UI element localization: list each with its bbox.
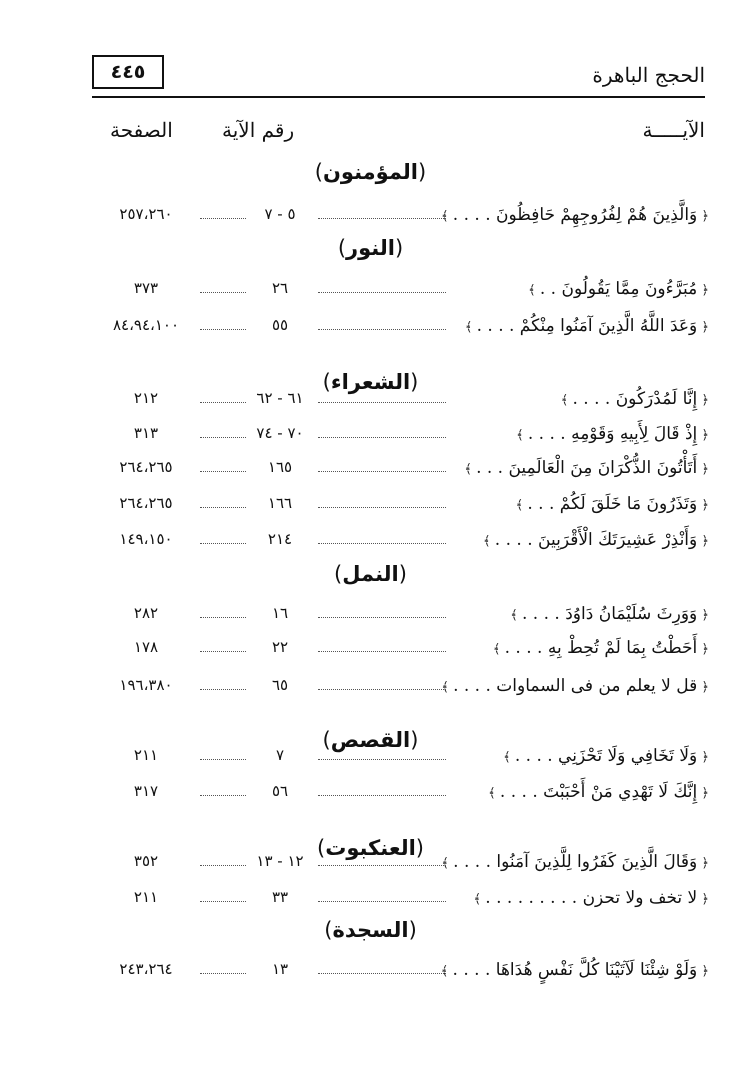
leader-dots bbox=[318, 507, 446, 508]
leader-dots bbox=[200, 218, 246, 219]
leader-dots bbox=[318, 689, 446, 690]
verse-text: إِذْ قَالَ لِأَبِيهِ وَقَوْمِهِ . . . . bbox=[527, 424, 698, 444]
page-references: ٢٦٤،٢٦٥ bbox=[119, 458, 173, 476]
leader-dots bbox=[318, 471, 446, 472]
surah-name: النمل bbox=[342, 562, 399, 586]
verse-text: قل لا يعلم من فى السماوات . . . . bbox=[453, 676, 698, 696]
ornate-bracket-icon: ﴾ bbox=[516, 428, 528, 443]
verse-entry bbox=[516, 494, 709, 514]
ornate-bracket-icon: ﴿ bbox=[697, 283, 709, 298]
leader-dots bbox=[200, 543, 246, 544]
verse-text: إِنَّا لَمُدْرَكُونَ . . . . bbox=[572, 389, 698, 409]
leader-dots bbox=[200, 292, 246, 293]
ornate-bracket-icon: ﴿ bbox=[697, 642, 709, 657]
page-number-box: ٤٤٥ bbox=[92, 55, 164, 89]
leader-dots bbox=[318, 437, 446, 438]
ornate-bracket-icon: ﴿ bbox=[697, 498, 709, 513]
aya-number: ٧٠ - ٧٤ bbox=[256, 424, 304, 442]
verse-entry bbox=[516, 424, 709, 444]
verse-text: وَلَا تَخَافِي وَلَا تَحْزَنِي . . . . bbox=[514, 746, 698, 766]
verse-text: وَوَرِثَ سُلَيْمَانُ دَاوُدَ . . . . bbox=[522, 604, 698, 624]
leader-dots bbox=[318, 865, 446, 866]
verse-entry bbox=[503, 746, 709, 766]
page-references: ٣١٣ bbox=[133, 424, 159, 442]
aya-number: ٥ - ٧ bbox=[264, 205, 296, 223]
leader-dots bbox=[318, 329, 446, 330]
verse-entry bbox=[528, 279, 709, 299]
leader-dots bbox=[318, 901, 446, 902]
leader-dots bbox=[200, 651, 246, 652]
surah-heading: (المؤمنون) bbox=[314, 160, 427, 184]
column-heading-aya-number: رقم الآية bbox=[222, 118, 295, 142]
leader-dots bbox=[318, 402, 446, 403]
ornate-bracket-icon: ﴿ bbox=[697, 786, 709, 801]
page-references: ٣٧٣ bbox=[133, 279, 159, 297]
ornate-bracket-icon: ﴿ bbox=[697, 393, 709, 408]
ornate-bracket-icon: ﴿ bbox=[697, 680, 709, 695]
ornate-bracket-icon: ﴾ bbox=[483, 534, 495, 549]
ornate-bracket-icon: ﴾ bbox=[528, 283, 540, 298]
aya-number: ١٦٦ bbox=[267, 494, 293, 512]
verse-entry bbox=[510, 604, 709, 624]
ornate-bracket-icon: ﴾ bbox=[441, 856, 454, 871]
leader-dots bbox=[318, 759, 446, 760]
aya-number: ٥٥ bbox=[271, 316, 289, 334]
verse-entry bbox=[441, 852, 709, 872]
verse-text: إِنَّكَ لَا تَهْدِي مَنْ أَحْبَبْتَ . . . . bbox=[499, 782, 698, 802]
ornate-bracket-icon: ﴿ bbox=[697, 462, 709, 477]
column-heading-page: الصفحة bbox=[110, 118, 173, 142]
surah-heading: (السجدة) bbox=[324, 918, 417, 942]
verse-text: وَتَذَرُونَ مَا خَلَقَ لَكُمْ . . . bbox=[527, 494, 698, 514]
leader-dots bbox=[200, 329, 246, 330]
running-header bbox=[92, 55, 705, 97]
ornate-bracket-icon: ﴾ bbox=[464, 462, 477, 477]
aya-number: ٥٦ bbox=[271, 782, 289, 800]
surah-name: العنكبوت bbox=[325, 836, 416, 860]
ornate-bracket-icon: ﴾ bbox=[473, 892, 486, 907]
leader-dots bbox=[200, 973, 246, 974]
verse-entry bbox=[441, 205, 709, 225]
aya-number: ١٢ - ١٣ bbox=[256, 852, 304, 870]
page-references: ١٧٨ bbox=[133, 638, 159, 656]
aya-number: ٢٦ bbox=[271, 279, 289, 297]
header-rule bbox=[92, 96, 705, 98]
leader-dots bbox=[318, 795, 446, 796]
leader-dots bbox=[318, 651, 446, 652]
ornate-bracket-icon: ﴿ bbox=[697, 964, 709, 979]
surah-name: النور bbox=[346, 236, 395, 260]
verse-text: وَالَّذِينَ هُمْ لِفُرُوجِهِمْ حَافِظُونَ . . . . bbox=[452, 205, 698, 225]
leader-dots bbox=[200, 507, 246, 508]
leader-dots bbox=[200, 437, 246, 438]
verse-entry bbox=[441, 960, 709, 980]
verse-text: أَحَطْتُ بِمَا لَمْ تُحِطْ بِهِ . . . . bbox=[504, 638, 698, 658]
leader-dots bbox=[200, 402, 246, 403]
ornate-bracket-icon: ﴿ bbox=[697, 892, 709, 907]
page-references: ٨٤،٩٤،١٠٠ bbox=[112, 316, 180, 334]
surah-name: المؤمنون bbox=[323, 160, 418, 184]
ornate-bracket-icon: ﴾ bbox=[440, 964, 453, 979]
verse-text: وَأَنْذِرْ عَشِيرَتَكَ الْأَقْرَبِينَ . . . . bbox=[494, 530, 698, 550]
ornate-bracket-icon: ﴾ bbox=[492, 642, 505, 657]
aya-number: ١٦ bbox=[271, 604, 289, 622]
ornate-bracket-icon: ﴿ bbox=[697, 608, 709, 623]
page-references: ٣١٧ bbox=[133, 782, 159, 800]
aya-number: ٢٢ bbox=[271, 638, 289, 656]
ornate-bracket-icon: ﴾ bbox=[441, 680, 454, 695]
verse-text: وَقَالَ الَّذِينَ كَفَرُوا لِلَّذِينَ آمَنُوا . . . . bbox=[453, 852, 698, 872]
verse-text: مُبَرَّءُونَ مِمَّا يَقُولُونَ . . bbox=[539, 279, 698, 299]
ornate-bracket-icon: ﴾ bbox=[441, 209, 453, 224]
surah-heading: (النمل) bbox=[334, 562, 407, 586]
leader-dots bbox=[200, 865, 246, 866]
leader-dots bbox=[200, 689, 246, 690]
surah-name: السجدة bbox=[332, 918, 409, 942]
leader-dots bbox=[318, 543, 446, 544]
verse-entry bbox=[483, 530, 709, 550]
column-heading-aya: الآيـــــة bbox=[642, 118, 705, 142]
verse-entry bbox=[464, 458, 709, 478]
ornate-bracket-icon: ﴾ bbox=[503, 750, 515, 765]
surah-heading: (العنكبوت) bbox=[317, 836, 424, 860]
verse-text: أَتَأْتُونَ الذُّكْرَانَ مِنَ الْعَالَمِينَ . . . bbox=[476, 458, 698, 478]
surah-name: القصص bbox=[330, 728, 411, 752]
surah-heading: (الشعراء) bbox=[322, 370, 419, 394]
verse-entry bbox=[474, 888, 709, 908]
page-references: ١٤٩،١٥٠ bbox=[119, 530, 173, 548]
verse-text: وَعَدَ اللَّهُ الَّذِينَ آمَنُوا مِنْكُمْ . . . . bbox=[476, 316, 698, 336]
page-references: ٢١٢ bbox=[133, 389, 159, 407]
ornate-bracket-icon: ﴿ bbox=[697, 320, 709, 335]
aya-number: ٦١ - ٦٢ bbox=[256, 389, 304, 407]
ornate-bracket-icon: ﴿ bbox=[697, 428, 709, 443]
verse-text: لا تخف ولا تحزن . . . . . . . . . bbox=[485, 888, 698, 908]
page-references: ١٩٦،٣٨٠ bbox=[119, 676, 173, 694]
ornate-bracket-icon: ﴾ bbox=[515, 498, 528, 513]
ornate-bracket-icon: ﴾ bbox=[488, 786, 500, 801]
verse-entry bbox=[561, 389, 709, 409]
ornate-bracket-icon: ﴿ bbox=[697, 750, 709, 765]
leader-dots bbox=[318, 617, 446, 618]
leader-dots bbox=[200, 901, 246, 902]
leader-dots bbox=[318, 973, 446, 974]
page-references: ٢٥٧،٢٦٠ bbox=[119, 205, 173, 223]
ornate-bracket-icon: ﴿ bbox=[697, 856, 709, 871]
verse-entry bbox=[488, 782, 709, 802]
aya-number: ٧ bbox=[275, 746, 285, 764]
surah-name: الشعراء bbox=[330, 370, 411, 394]
aya-number: ١٦٥ bbox=[267, 458, 293, 476]
ornate-bracket-icon: ﴾ bbox=[464, 320, 477, 335]
ornate-bracket-icon: ﴾ bbox=[560, 393, 573, 408]
aya-number: ٢١٤ bbox=[267, 530, 293, 548]
ornate-bracket-icon: ﴾ bbox=[510, 608, 522, 623]
leader-dots bbox=[200, 759, 246, 760]
leader-dots bbox=[318, 218, 446, 219]
verse-text: وَلَوْ شِئْنَا لَآتَيْنَا كُلَّ نَفْسٍ هُدَاهَا . . . . bbox=[452, 960, 698, 980]
ornate-bracket-icon: ﴿ bbox=[697, 209, 709, 224]
aya-number: ٣٣ bbox=[271, 888, 289, 906]
ornate-bracket-icon: ﴿ bbox=[697, 534, 709, 549]
aya-number: ٦٥ bbox=[271, 676, 289, 694]
verse-entry bbox=[465, 316, 709, 336]
page-references: ٢١١ bbox=[133, 888, 159, 906]
page-references: ٢٦٤،٢٦٥ bbox=[119, 494, 173, 512]
aya-number: ١٣ bbox=[271, 960, 289, 978]
page-references: ٢١١ bbox=[133, 746, 159, 764]
page-references: ٣٥٢ bbox=[133, 852, 159, 870]
leader-dots bbox=[200, 617, 246, 618]
surah-heading: (القصص) bbox=[322, 728, 419, 752]
page-references: ٢٨٢ bbox=[133, 604, 159, 622]
leader-dots bbox=[318, 292, 446, 293]
surah-heading: (النور) bbox=[337, 236, 404, 260]
leader-dots bbox=[200, 795, 246, 796]
verse-entry bbox=[493, 638, 709, 658]
verse-entry bbox=[441, 676, 709, 696]
book-title: الحجج الباهرة bbox=[592, 63, 705, 87]
page-references: ٢٤٣،٢٦٤ bbox=[119, 960, 173, 978]
leader-dots bbox=[200, 471, 246, 472]
